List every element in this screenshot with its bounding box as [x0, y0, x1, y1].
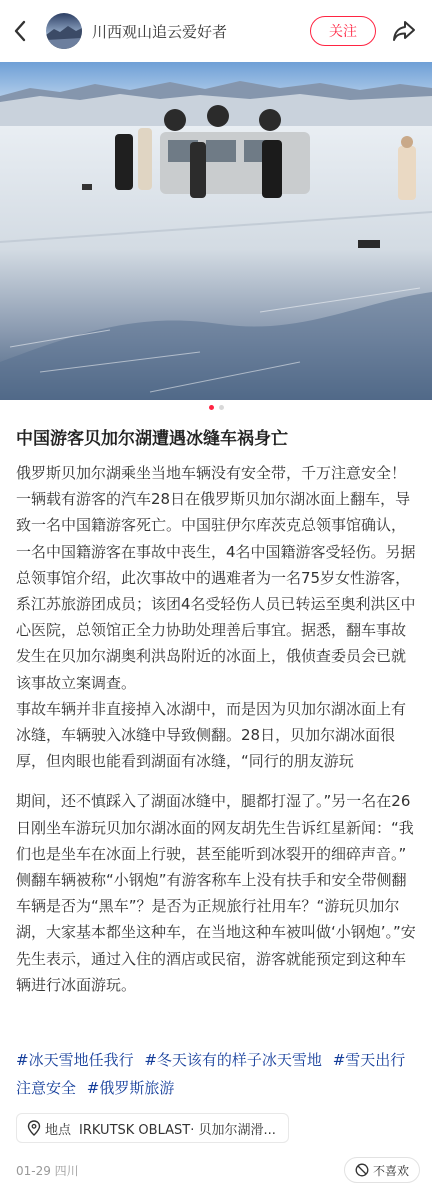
location-chip[interactable] — [16, 1113, 289, 1143]
post-title: 中国游客贝加尔湖遭遇冰缝车祸身亡 — [16, 429, 288, 449]
follow-button[interactable]: 关注 — [310, 16, 376, 46]
post-paragraph: 期间，还不慎踩入了湖面冰缝中，腿都打湿了。”另一名在26日刚坐车游玩贝加尔湖冰面的网友胡先生告诉红星新闻：“我们也是坐车在冰面上行驶，甚至能听到冰裂开的细碎声音。” — [16, 792, 414, 863]
post-paragraph: 事故车辆并非直接掉入冰湖中，而是因为贝加尔湖冰面上有冰缝，车辆驶入冰缝中导致侧翻。28日，贝加尔湖冰面很厚，但肉眼也能看到湖面有冰缝，“同行的朋友游玩 — [16, 699, 407, 771]
share-icon — [392, 20, 416, 42]
hashtag-link[interactable]: #俄罗斯旅游 — [86, 1079, 175, 1097]
location-label: 地点 — [45, 1122, 72, 1138]
author-name[interactable]: 川西观山追云爱好者 — [92, 22, 228, 41]
dislike-button[interactable] — [344, 1157, 420, 1183]
top-bar — [0, 0, 432, 62]
post-paragraph: 侧翻车辆被称“小钢炮”有游客称车上没有扶手和安全带侧翻车辆是否为“黑车”？是否为正规旅行社用车？“游玩贝加尔湖，大家基本都坐这种车，在当地这种车被叫做‘小钢炮’。”安先生表示，通过入住的酒店或民宿，游客就能预定到这种车辆进行冰面游玩。 — [16, 871, 416, 994]
back-icon — [13, 20, 27, 42]
avatar[interactable] — [46, 13, 82, 49]
carousel-indicator — [0, 405, 432, 410]
hashtag-link[interactable]: #冬天该有的样子冰天雪地 — [144, 1051, 322, 1069]
post-date: 01-29 四川 — [16, 1163, 79, 1178]
dislike-label: 不喜欢 — [372, 1163, 409, 1178]
carousel-dot-1[interactable] — [209, 405, 214, 410]
post-paragraph: 一辆载有游客的汽车28日在俄罗斯贝加尔湖冰面上翻车，导致一名中国籍游客死亡。中国驻伊尔库茨克总领事馆确认，一名中国籍游客在事故中丧生，4名中国籍游客受轻伤。另据总领事馆介绍，此次事故中的遇难者为一名75岁女性游客，系江苏旅游团成员；该团4名受轻伤人员已转运至奥利洪区中心医院，总领馆正全力协助处理善后事宜。据悉，翻车事故发生在贝加尔湖奥利洪岛附近的冰面上，俄侦查委员会已就该事故立案调查。 — [16, 490, 416, 692]
post-tags — [16, 1046, 420, 1102]
back-button[interactable] — [0, 0, 40, 62]
post-body — [16, 460, 420, 998]
share-button[interactable] — [386, 13, 422, 49]
hashtag-link[interactable]: #雪天出行注意安全 — [16, 1051, 406, 1097]
hashtag-link[interactable]: #冰天雪地任我行 — [16, 1051, 134, 1069]
location-name: IRKUTSK OBLAST· 贝加尔湖滑... — [79, 1122, 276, 1138]
post-image[interactable] — [0, 62, 432, 400]
carousel-dot-2[interactable] — [219, 405, 224, 410]
location-pin-icon — [27, 1120, 41, 1136]
post-footer — [16, 1155, 420, 1185]
dislike-icon — [355, 1163, 369, 1177]
post-paragraph: 俄罗斯贝加尔湖乘坐当地车辆没有安全带，千万注意安全！ — [16, 464, 407, 482]
